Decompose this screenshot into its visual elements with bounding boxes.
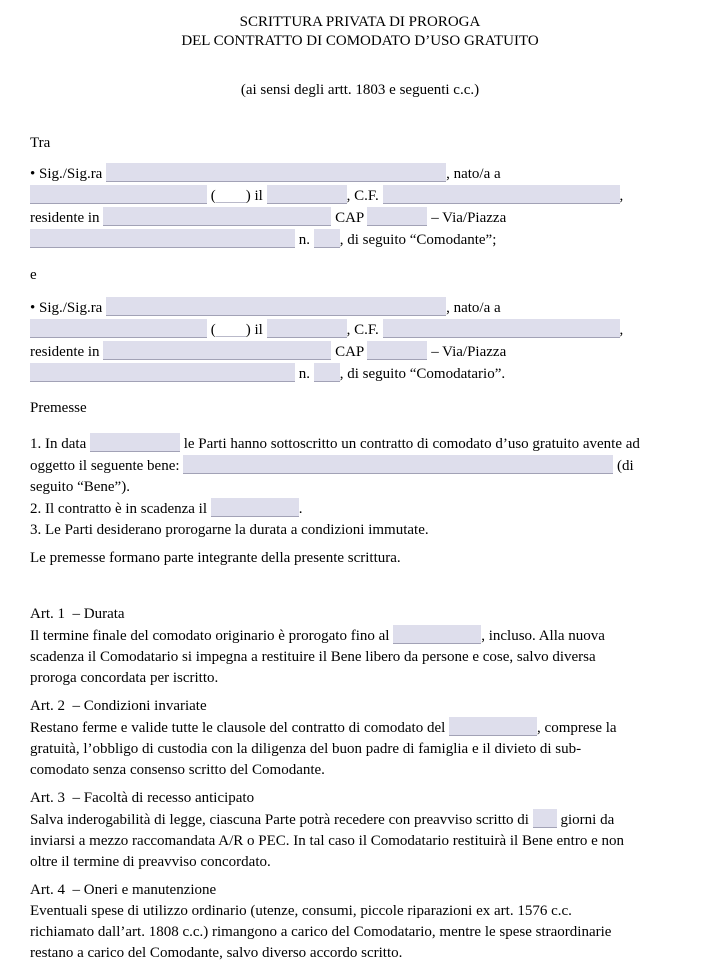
text-run: giorni da — [556, 812, 615, 828]
text-run: , comprese la — [537, 720, 617, 736]
text-run: residente in — [30, 344, 104, 360]
article-2-body — [30, 717, 690, 781]
text-line — [30, 163, 690, 185]
article-4-body — [30, 901, 690, 964]
text-line — [30, 852, 690, 873]
text-run: Salva inderogabilità di legge, ciascuna Parte potrà recedere con preavviso scritto di — [30, 812, 533, 828]
comodante-nome-field[interactable] — [106, 163, 446, 182]
text-run: Eventuali spese di utilizzo ordinario (utenze, consumi, piccole riparazioni ex art. 1576 c.c. — [30, 903, 572, 919]
text-run: • Sig./Sig.ra — [30, 166, 107, 182]
premesse-list — [30, 433, 690, 541]
text-run: comodato senza consenso scritto del Comodante. — [30, 762, 325, 778]
text-run: (di — [613, 458, 634, 474]
text-run: • Sig./Sig.ra — [30, 300, 107, 316]
text-run: ( — [207, 322, 216, 338]
text-line — [30, 922, 690, 943]
text-run: ) il — [245, 188, 267, 204]
article-3-body — [30, 809, 690, 873]
comodatario-cap-field[interactable] — [367, 341, 427, 360]
text-line — [30, 739, 690, 760]
text-line — [30, 625, 690, 647]
text-run: oltre il termine di preavviso concordato. — [30, 854, 271, 870]
title-line-2: DEL CONTRATTO DI COMODATO D’USO GRATUITO — [181, 33, 539, 49]
text-run: inviarsi a mezzo raccomandata A/R o PEC. In tal caso il Comodatario restituirà il Bene entro e non — [30, 833, 624, 849]
data-contratto-comodato-field[interactable] — [449, 717, 537, 736]
article-1 — [30, 604, 690, 689]
text-line — [30, 229, 690, 251]
article-4-heading: Art. 4 – Oneri e manutenzione — [30, 882, 217, 898]
comodatario-numero-civico-field[interactable] — [314, 363, 340, 382]
text-run: n. — [295, 366, 314, 382]
document-title — [30, 13, 690, 51]
text-line — [30, 319, 690, 341]
text-run: . — [298, 501, 303, 517]
article-3-heading: Art. 3 – Facoltà di recesso anticipato — [30, 790, 255, 806]
comodatario-luogo-nascita-field[interactable] — [30, 319, 207, 338]
premesse-closing — [30, 548, 690, 569]
text-run: , — [619, 322, 624, 338]
premesse-heading: Premesse — [30, 400, 87, 416]
text-line — [30, 297, 690, 319]
comodante-indirizzo-field[interactable] — [30, 229, 295, 248]
text-run: – Via/Piazza — [427, 344, 507, 360]
text-run: residente in — [30, 210, 104, 226]
text-run: 1. In data — [30, 436, 90, 452]
text-run: Le premesse formano parte integrante della presente scrittura. — [30, 550, 401, 566]
article-2-heading: Art. 2 – Condizioni invariate — [30, 698, 207, 714]
comodante-numero-civico-field[interactable] — [314, 229, 340, 248]
comodante-cap-field[interactable] — [367, 207, 427, 226]
comodante-luogo-nascita-field[interactable] — [30, 185, 207, 204]
text-run: n. — [295, 232, 314, 248]
text-line — [30, 760, 690, 781]
text-run: , di seguito “Comodatario”. — [339, 366, 506, 382]
text-run: , C.F. — [346, 322, 383, 338]
text-run: restano a carico del Comodante, salvo diverso accordo scritto. — [30, 945, 403, 961]
text-run: , incluso. Alla nuova — [481, 628, 605, 644]
text-run: ( — [207, 188, 216, 204]
comodatario-codice-fiscale-field[interactable] — [383, 319, 620, 338]
text-run: , nato/a a — [446, 166, 501, 182]
article-1-body — [30, 625, 690, 689]
text-run: Restano ferme e valide tutte le clausole del contratto di comodato del — [30, 720, 450, 736]
text-line — [30, 520, 690, 541]
text-line — [30, 717, 690, 739]
article-2 — [30, 696, 690, 781]
article-1-heading: Art. 1 – Durata — [30, 606, 125, 622]
section-label-e: e — [30, 267, 37, 283]
comodatario-provincia-field[interactable] — [216, 320, 246, 337]
descrizione-bene-field[interactable] — [183, 455, 613, 474]
text-line — [30, 498, 690, 520]
text-line — [30, 341, 690, 363]
text-line — [30, 668, 690, 689]
comodatario-comune-residenza-field[interactable] — [103, 341, 331, 360]
text-run: CAP — [331, 344, 368, 360]
text-run: 2. Il contratto è in scadenza il — [30, 501, 211, 517]
text-line — [30, 647, 690, 668]
article-4 — [30, 880, 690, 964]
title-line-1: SCRITTURA PRIVATA DI PROROGA — [239, 14, 481, 30]
text-run: , C.F. — [346, 188, 383, 204]
comodante-comune-residenza-field[interactable] — [103, 207, 331, 226]
comodante-block — [30, 163, 690, 251]
giorni-preavviso-field[interactable] — [533, 809, 557, 828]
text-line — [30, 901, 690, 922]
article-3 — [30, 788, 690, 873]
text-line — [30, 455, 690, 477]
comodatario-indirizzo-field[interactable] — [30, 363, 295, 382]
text-line — [30, 185, 690, 207]
text-run: richiamato dall’art. 1808 c.c.) rimangono a carico del Comodatario, mentre le spese straordinarie — [30, 924, 612, 940]
text-line — [30, 809, 690, 831]
data-nuova-scadenza-field[interactable] — [393, 625, 481, 644]
text-line — [30, 548, 690, 569]
comodatario-nome-field[interactable] — [106, 297, 446, 316]
data-scadenza-contratto-field[interactable] — [211, 498, 299, 517]
text-run: , di seguito “Comodante”; — [339, 232, 497, 248]
text-run: gratuità, l’obbligo di custodia con la diligenza del buon padre di famiglia e il divieto di sub- — [30, 741, 582, 757]
data-primo-contratto-field[interactable] — [90, 433, 180, 452]
text-line — [30, 207, 690, 229]
section-label-tra: Tra — [30, 135, 51, 151]
text-line — [30, 433, 690, 455]
text-run: CAP — [331, 210, 368, 226]
text-run: , nato/a a — [446, 300, 501, 316]
text-run: , — [619, 188, 624, 204]
text-run: – Via/Piazza — [427, 210, 507, 226]
comodante-data-nascita-field[interactable] — [267, 185, 347, 204]
comodatario-data-nascita-field[interactable] — [267, 319, 347, 338]
text-run: ) il — [245, 322, 267, 338]
document-subtitle: (ai sensi degli artt. 1803 e seguenti c.c.) — [240, 82, 480, 98]
comodante-codice-fiscale-field[interactable] — [383, 185, 620, 204]
text-run: proroga concordata per iscritto. — [30, 670, 219, 686]
text-run: seguito “Bene”). — [30, 479, 130, 495]
comodante-provincia-field[interactable] — [216, 186, 246, 203]
text-line — [30, 363, 690, 385]
text-line — [30, 477, 690, 498]
comodatario-block — [30, 297, 690, 385]
text-run: scadenza il Comodatario si impegna a restituire il Bene libero da persone e cose, salvo diversa — [30, 649, 596, 665]
text-run: le Parti hanno sottoscritto un contratto di comodato d’uso gratuito avente ad — [179, 436, 640, 452]
text-run: 3. Le Parti desiderano prorogarne la durata a condizioni immutate. — [30, 522, 429, 538]
text-run: Il termine finale del comodato originario è prorogato fino al — [30, 628, 394, 644]
text-run: oggetto il seguente bene: — [30, 458, 184, 474]
text-line — [30, 831, 690, 852]
